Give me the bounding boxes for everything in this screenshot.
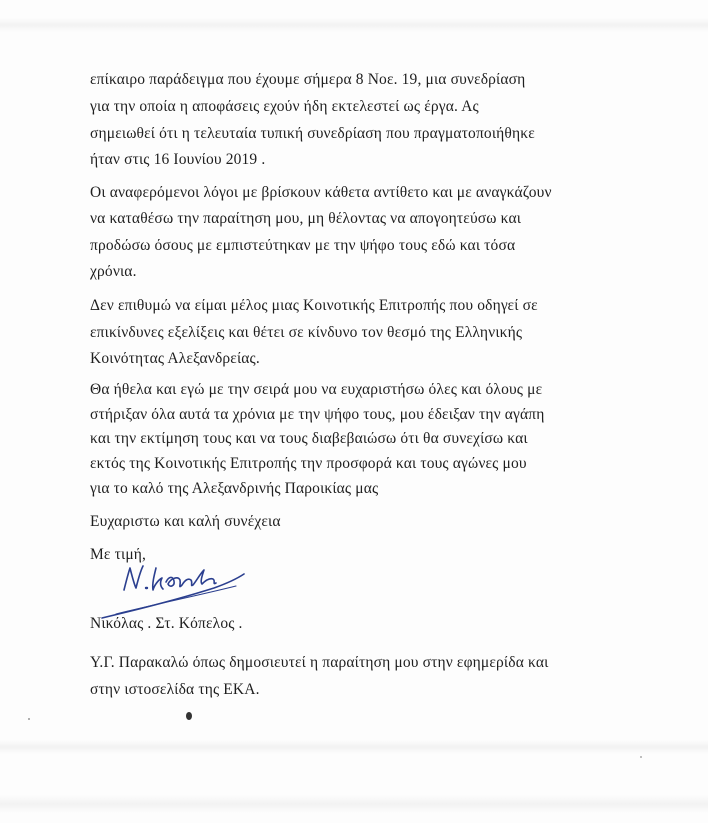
para3-line-3: Κοινότητας Αλεξανδρείας. [90, 350, 260, 367]
para4-line-2: στήριξαν όλα αυτά τα χρόνια με την ψήφο τους, μου έδειξαν την αγάπη [90, 406, 545, 423]
scan-speck [186, 712, 192, 720]
handwritten-signature [96, 552, 256, 622]
para3-line-1: Δεν επιθυμώ να είμαι μέλος μιας Κοινοτικής Επιτροπής που οδηγεί σε [90, 297, 538, 314]
para2-line-1: Οι αναφερόμενοι λόγοι με βρίσκουν κάθετα αντίθετο και με αναγκάζουν [90, 184, 552, 201]
scan-shadow-band [0, 18, 708, 32]
para4-line-5: για το καλό της Αλεξανδρινής Παροικίας μας [90, 480, 379, 497]
scan-shadow-band [0, 795, 708, 813]
ps-line-1: Υ.Γ. Παρακαλώ όπως δημοσιευτεί η παραίτηση μου στην εφημερίδα και [90, 654, 549, 671]
para4-line-3: και την εκτίμηση τους και να τους διαβεβαιώσω ότι θα συνεχίσω και [90, 430, 528, 447]
ps-line-2: στην ιστοσελίδα της ΕΚΑ. [90, 681, 260, 698]
scan-shadow-band [0, 740, 708, 754]
para2-line-4: χρόνια. [90, 263, 137, 280]
para1-line-1: επίκαιρο παράδειγμα που έχουμε σήμερα 8 Νοε. 19, μια συνεδρίαση [90, 71, 526, 88]
closing-line: Ευχαριστω και καλή συνέχεια [90, 513, 281, 530]
para4-line-4: εκτός της Κοινοτικής Επιτροπής την προσφορά και τους αγώνες μου [90, 455, 527, 472]
scan-speck [28, 718, 30, 720]
signatory-name: Νικόλας . Στ. Κόπελος . [90, 615, 243, 632]
regards-line: Με τιμή, [90, 546, 147, 563]
para1-line-2: για την οποία η αποφάσεις εχούν ήδη εκτελεστεί ως έργα. Ας [90, 98, 479, 115]
para2-line-3: προδώσω όσους με εμπιστεύτηκαν με την ψήφο τους εδώ και τόσα [90, 237, 516, 254]
para4-line-1: Θα ήθελα και εγώ με την σειρά μου να ευχαριστήσω όλες και όλους με [90, 381, 543, 398]
para2-line-2: να καταθέσω την παραίτηση μου, μη θέλοντας να απογοητεύσω και [90, 210, 522, 227]
scan-speck [640, 756, 642, 758]
para1-line-3: σημειωθεί ότι η τελευταία τυπική συνεδρίαση που πραγματοποιήθηκε [90, 125, 535, 142]
para3-line-2: επικίνδυνες εξελίξεις και θέτει σε κίνδυνο τον θεσμό της Ελληνικής [90, 324, 523, 341]
para1-line-4: ήταν στις 16 Ιουνίου 2019 . [90, 151, 266, 168]
